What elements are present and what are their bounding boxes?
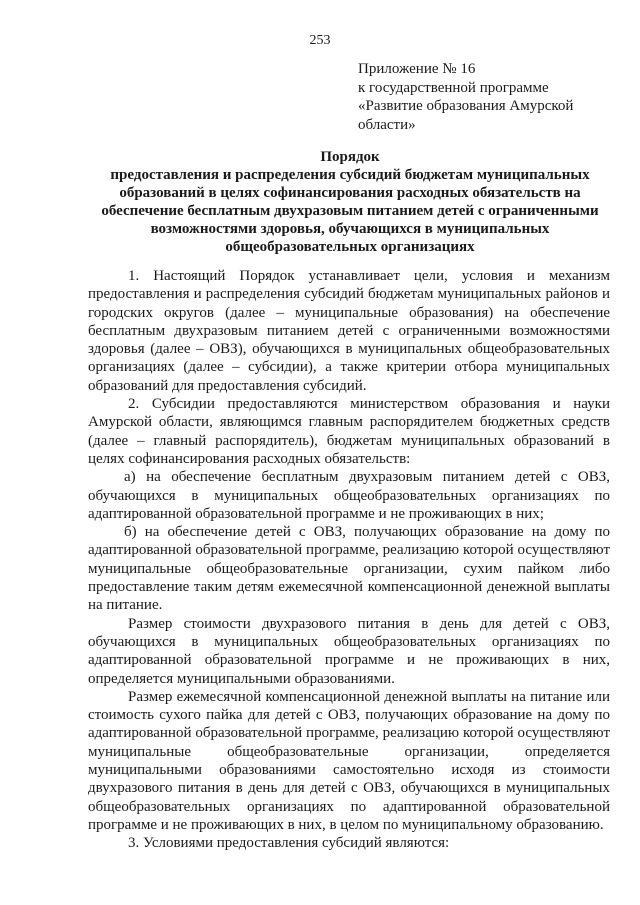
annex-line: Приложение № 16	[358, 61, 476, 77]
paragraph-1: 1. Настоящий Порядок устанавливает цели, условия и механизм предоставления и распределения субсидий бюджетам муниципальных районов и городских округов (далее – муниципальные образования) на обеспечение бесплатным двухразовым питанием детей с ограниченными возможностями здоровья (далее – ОВЗ), обучающихся в муниципальных общеобразовательных организациях (далее – субсидии), а также критерии отбора муниципальных образований для предоставления субсидий.	[88, 268, 610, 394]
document-body	[88, 267, 610, 853]
annex-line: «Развитие образования Амурской	[358, 98, 574, 114]
paragraph-meal-cost: Размер стоимости двухразового питания в день для детей с ОВЗ, обучающихся в муниципальных общеобразовательных организациях по адаптированной образовательной программе и не проживающих в них, определяется муниципальными образованиями.	[88, 615, 610, 687]
title-line: Порядок	[320, 149, 380, 165]
paragraph-3: 3. Условиями предоставления субсидий являются:	[128, 835, 450, 852]
document-title	[80, 148, 620, 256]
annex-line: к государственной программе	[358, 79, 549, 96]
paragraph-2a: а) на обеспечение бесплатным двухразовым питанием детей с ОВЗ, обучающихся в муниципальных общеобразовательных организациях по адаптированной образовательной программе и не проживающих в них;	[88, 469, 610, 522]
paragraph-2b: б) на обеспечение детей с ОВЗ, получающих образование на дому по адаптированной образовательной программе, реализацию которой осуществляют муниципальные общеобразовательные организации, сухим пайком либо предоставление таким детям ежемесячной компенсационной денежной выплаты на питание.	[88, 524, 610, 614]
title-line: образований в целях софинансирования расходных обязательств на	[119, 185, 581, 201]
paragraph-compensation: Размер ежемесячной компенсационной денежной выплаты на питание или стоимость сухого пайка для детей с ОВЗ, получающих образование на дому по адаптированной образовательной программе, реализацию которой осуществляют муниципальные общеобразовательные организации, определяется муниципальными образованиями самостоятельно исходя из стоимости двухразового питания в день для детей с ОВЗ, обучающихся в муниципальных общеобразовательных организациях по адаптированной образовательной программе и не проживающих в них, в целом по муниципальному образованию.	[88, 688, 610, 833]
annex-header	[358, 60, 573, 134]
title-line: возможностями здоровья, обучающихся в муниципальных	[150, 221, 550, 237]
annex-line: области»	[358, 116, 416, 133]
title-line: предоставления и распределения субсидий бюджетам муниципальных	[110, 167, 590, 183]
title-line: общеобразовательных организациях	[225, 239, 475, 255]
title-line: обеспечение бесплатным двухразовым питанием детей с ограниченными	[101, 203, 599, 219]
paragraph-2: 2. Субсидии предоставляются министерством образования и науки Амурской области, являющимся главным распорядителем бюджетных средств (далее – главный распорядитель), бюджетам муниципальных образований в целях софинансирования расходных обязательств:	[88, 396, 610, 467]
page-number: 253	[309, 33, 331, 48]
